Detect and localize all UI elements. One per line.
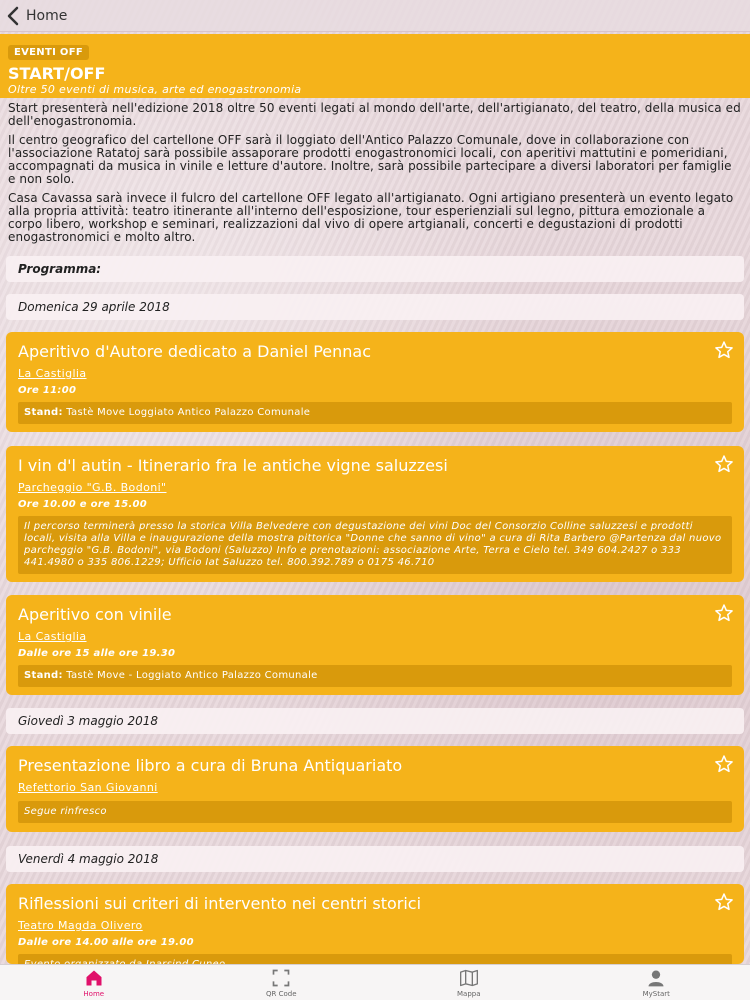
description-paragraph: Il centro geografico del cartellone OFF sarà il loggiato dell'Antico Palazzo Comunale, dove in collaborazione con l'associazione Ratatoj sarà possibile assaporare prodotti enogastronomici locali, con aperitivi mattutini e pomeridiani, accompagnati da musica in vinile e letture d'autore. Inoltre, sarà possibile partecipare a diversi laboratori per famiglie e non solo. — [8, 133, 732, 186]
event-info: Segue rinfresco — [18, 801, 732, 823]
star-icon[interactable] — [714, 754, 734, 774]
star-icon[interactable] — [714, 454, 734, 474]
event-location-link[interactable]: Teatro Magda Olivero — [18, 919, 143, 932]
tab-label: Home — [83, 989, 105, 998]
home-icon — [84, 968, 104, 988]
event-time: Ore 11:00 — [18, 385, 77, 396]
event-card[interactable] — [6, 332, 744, 432]
map-icon — [459, 968, 479, 988]
event-time: Ore 10.00 e ore 15.00 — [18, 499, 148, 510]
tab-label: QR Code — [265, 989, 297, 998]
page-subtitle: Oltre 50 eventi di musica, arte ed enogastronomia — [8, 83, 302, 96]
info-label: Stand: — [24, 407, 63, 418]
navigation-bar — [0, 0, 750, 32]
event-title: Aperitivo d'Autore dedicato a Daniel Pennac — [18, 342, 372, 361]
day-header: Domenica 29 aprile 2018 — [6, 294, 744, 320]
page-title: START/OFF — [8, 64, 106, 83]
star-icon[interactable] — [714, 892, 734, 912]
event-location-link[interactable]: Refettorio San Giovanni — [18, 781, 158, 794]
info-text: Tastè Move - Loggiato Antico Palazzo Comunale — [66, 670, 318, 681]
tab-qr-code[interactable] — [188, 965, 376, 1000]
event-time: Dalle ore 14.00 alle ore 19.00 — [18, 937, 194, 948]
event-card[interactable] — [6, 884, 744, 964]
event-title: Aperitivo con vinile — [18, 605, 172, 624]
chevron-left-icon — [6, 6, 20, 26]
tab-mystart[interactable] — [563, 965, 750, 1000]
event-card[interactable] — [6, 595, 744, 695]
event-location-link[interactable]: La Castiglia — [18, 630, 87, 643]
event-card[interactable] — [6, 446, 744, 582]
category-badge: EVENTI OFF — [8, 45, 89, 60]
event-title: I vin d'l autin - Itinerario fra le antiche vigne saluzzesi — [18, 456, 448, 475]
day-header: Giovedì 3 maggio 2018 — [6, 708, 744, 734]
program-heading: Programma: — [6, 256, 744, 282]
description-paragraph: Casa Cavassa sarà invece il fulcro del cartellone OFF legato all'artigianato. Ogni artigiano presenterà un evento legato alla propria attività: teatro itinerante all'interno dell'esposizione, tour esperienziali sul legno, pittura emozionale a corpo libero, workshop e seminari, realizzazioni dal vivo di opere artgianali, concerti e degustazioni di prodotti enogastronomici e molto altro. — [8, 191, 734, 244]
event-info — [18, 402, 732, 424]
star-icon[interactable] — [714, 340, 734, 360]
description-paragraph: Start presenterà nell'edizione 2018 oltre 50 eventi legati al mondo dell'arte, dell'artigianato, del teatro, della musica ed dell'enogastronomia. — [8, 101, 741, 128]
tab-home[interactable] — [0, 965, 188, 1000]
event-info: Il percorso terminerà presso la storica Villa Belvedere con degustazione dei vini Doc del Consorzio Colline saluzzesi e prodotti locali, visita alla Villa e inaugurazione della mostra pittorica "Donne che sanno di vino" a cura di Rita Barbero @Partenza dal nuovo parcheggio "G.B. Bodoni", via Bodoni (Saluzzo) Info e prenotazioni: associazione Arte, Terra e Cielo tel. 349 604.2427 o 333 441.4980 o 335 806.1229; Ufficio Iat Saluzzo tel. 800.392.789 o 0175 46.710 — [18, 516, 732, 574]
event-title: Presentazione libro a cura di Bruna Antiquariato — [18, 756, 403, 775]
info-label: Stand: — [24, 670, 63, 681]
event-location-link[interactable]: La Castiglia — [18, 367, 87, 380]
event-card[interactable] — [6, 746, 744, 832]
event-location-link[interactable]: Parcheggio "G.B. Bodoni" — [18, 481, 167, 494]
tab-map[interactable] — [375, 965, 563, 1000]
event-info — [18, 665, 732, 687]
back-button[interactable] — [0, 6, 67, 26]
event-title: Riflessioni sui criteri di intervento nei centri storici — [18, 894, 422, 913]
event-time: Dalle ore 15 alle ore 19.30 — [18, 648, 176, 659]
description — [8, 102, 742, 250]
qr-scan-icon — [271, 968, 291, 988]
user-icon — [646, 968, 666, 988]
tab-label: MyStart — [642, 989, 670, 998]
tab-bar — [0, 964, 750, 1000]
info-text: Tastè Move Loggiato Antico Palazzo Comunale — [66, 407, 311, 418]
tab-label: Mappa — [456, 989, 481, 998]
back-label: Home — [26, 7, 68, 24]
star-icon[interactable] — [714, 603, 734, 623]
day-header: Venerdì 4 maggio 2018 — [6, 846, 744, 872]
event-header — [0, 34, 750, 98]
